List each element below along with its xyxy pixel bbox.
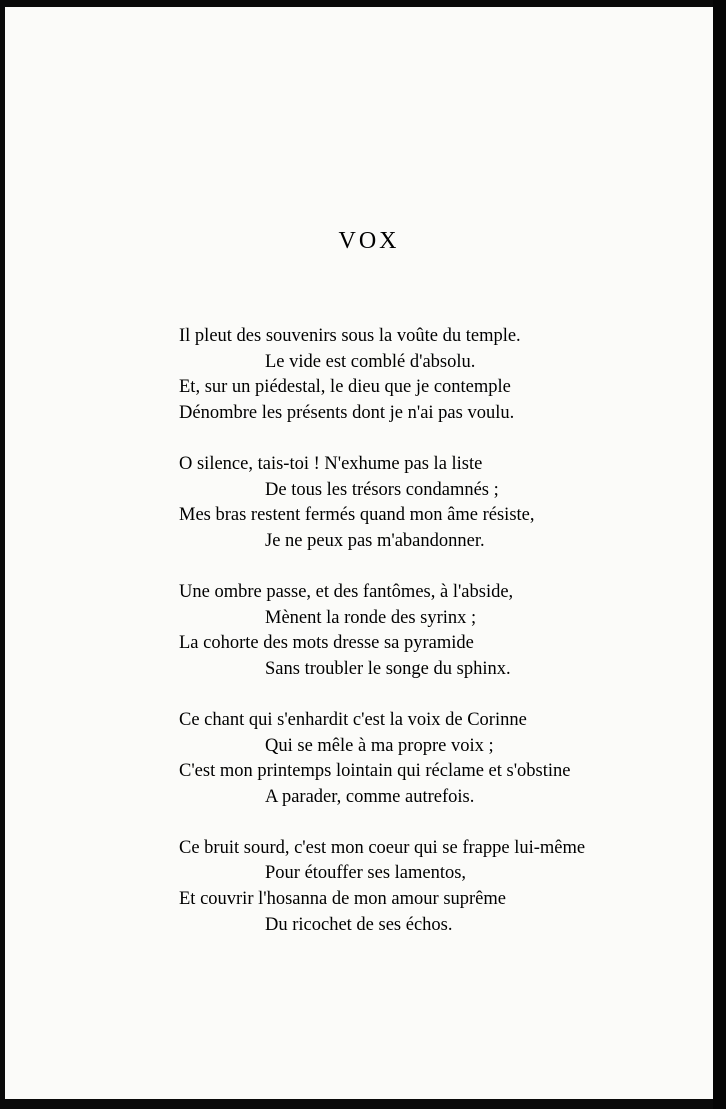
stanza-2	[179, 452, 585, 554]
verse-line: Pour étouffer ses lamentos,	[265, 863, 467, 884]
scan-edge-shadow	[713, 0, 726, 1109]
verse-line: Mes bras restent fermés quand mon âme résiste,	[179, 505, 535, 526]
verse-line: A parader, comme autrefois.	[265, 786, 475, 807]
stanza-3	[179, 580, 585, 682]
verse-line: La cohorte des mots dresse sa pyramide	[179, 633, 474, 654]
verse-line: Sans troubler le songe du sphinx.	[265, 658, 511, 679]
verse-line: Une ombre passe, et des fantômes, à l'abside,	[179, 581, 514, 602]
verse-line: Dénombre les présents dont je n'ai pas voulu.	[179, 402, 515, 423]
verse-line: O silence, tais-toi ! N'exhume pas la liste	[179, 453, 483, 474]
verse-line: C'est mon printemps lointain qui réclame et s'obstine	[179, 761, 571, 782]
verse-line: Et, sur un piédestal, le dieu que je contemple	[179, 377, 511, 398]
verse-line: Ce chant qui s'enhardit c'est la voix de Corinne	[179, 709, 527, 730]
stanza-4	[179, 708, 585, 810]
verse-line: Il pleut des souvenirs sous la voûte du temple.	[179, 326, 521, 346]
verse-line: Le vide est comblé d'absolu.	[265, 351, 476, 372]
stanza-5	[179, 836, 585, 938]
stanza-1	[179, 324, 585, 426]
poem-body	[179, 324, 585, 964]
verse-line: Du ricochet de ses échos.	[265, 914, 453, 935]
verse-line: Ce bruit sourd, c'est mon coeur qui se frappe lui-même	[179, 837, 586, 858]
verse-line: Mènent la ronde des syrinx ;	[265, 607, 477, 628]
verse-line: Qui se mêle à ma propre voix ;	[265, 735, 494, 756]
verse-line: De tous les trésors condamnés ;	[265, 479, 499, 500]
poem-title: VOX	[338, 228, 400, 254]
verse-line: Je ne peux pas m'abandonner.	[265, 530, 485, 551]
verse-line: Et couvrir l'hosanna de mon amour suprême	[179, 889, 506, 910]
